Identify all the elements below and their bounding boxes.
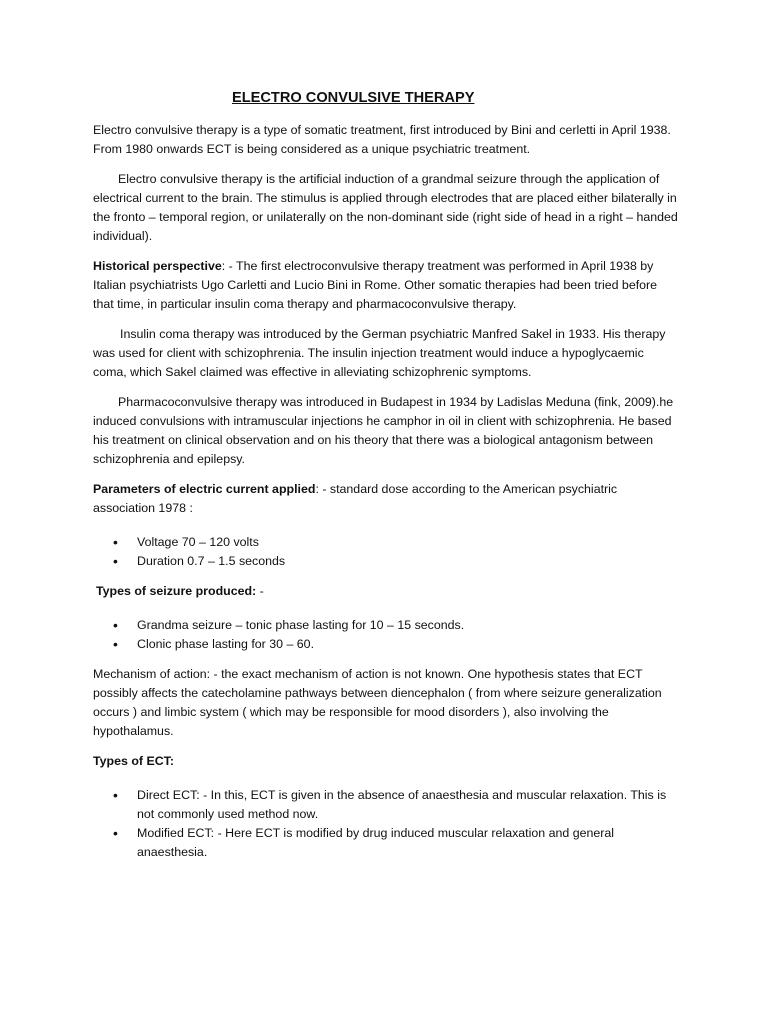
definition-paragraph: Electro convulsive therapy is the artificial induction of a grandmal seizure through the application of electrical current to the brain. The stimulus is applied through electrodes that are placed either bilaterally in the fronto – temporal region, or unilaterally on the non-dominant side (right side of head in a right – handed individual). [93,172,678,243]
parameters-list [93,533,680,571]
types-ect-heading [93,752,680,771]
historical-text: : - The first electroconvulsive therapy treatment was performed in April 1938 by Italian psychiatrists Ugo Carletti and Lucio Bini in Rome. Other somatic therapies had been tried before that time, in particular insulin coma therapy and pharmacoconvulsive therapy. [93,259,658,311]
insulin-paragraph: Insulin coma therapy was introduced by the German psychiatric Manfred Sakel in 1933. His therapy was used for client with schizophrenia. The insulin injection treatment would induce a hypoglycaemic coma, which Sakel claimed was effective in alleviating schizophrenic symptoms. [93,327,666,379]
historical-label: Historical perspective [93,259,222,273]
list-item: • Clonic phase lasting for 30 – 60. [93,635,680,654]
seizure-label: Types of seizure produced: [96,584,257,598]
types-ect-label: Types of ECT: [93,754,175,768]
list-item: • Modified ECT: - Here ECT is modified by drug induced muscular relaxation and general anaesthesia. [93,824,680,862]
intro-paragraph: Electro convulsive therapy is a type of somatic treatment, first introduced by Bini and cerletti in April 1938. From 1980 onwards ECT is being considered as a unique psychiatric treatment. [93,123,671,156]
list-item: • Grandma seizure – tonic phase lasting for 10 – 15 seconds. [93,616,680,635]
parameters-paragraph [93,480,680,518]
seizure-paragraph [93,582,680,601]
list-item: • Duration 0.7 – 1.5 seconds [93,552,680,571]
page-title: ELECTRO CONVULSIVE THERAPY [232,90,475,106]
seizure-list [93,616,680,654]
types-ect-list [93,786,680,862]
parameters-text: : - standard dose according to the American psychiatric association 1978 : [93,482,618,515]
mechanism-paragraph: Mechanism of action: - the exact mechanism of action is not known. One hypothesis states that ECT possibly affects the catecholamine pathways between diencephalon ( from where seizure generalization occurs ) and limbic system ( which may be responsible for mood disorders ), also involving the hypothalamus. [93,667,662,738]
list-item: • Direct ECT: - In this, ECT is given in the absence of anaesthesia and muscular relaxation. This is not commonly used method now. [93,786,680,824]
parameters-label: Parameters of electric current applied [93,482,316,496]
list-item: • Voltage 70 – 120 volts [93,533,680,552]
seizure-text: - [256,584,264,598]
historical-paragraph [93,257,680,314]
pharmaco-paragraph: Pharmacoconvulsive therapy was introduced in Budapest in 1934 by Ladislas Meduna (fink, 2009).he induced convulsions with intramuscular injections he camphor in oil in client with schizophrenia. He based his treatment on clinical observation and on his theory that there was a biological antagonism between schizophrenia and epilepsy. [93,395,674,466]
